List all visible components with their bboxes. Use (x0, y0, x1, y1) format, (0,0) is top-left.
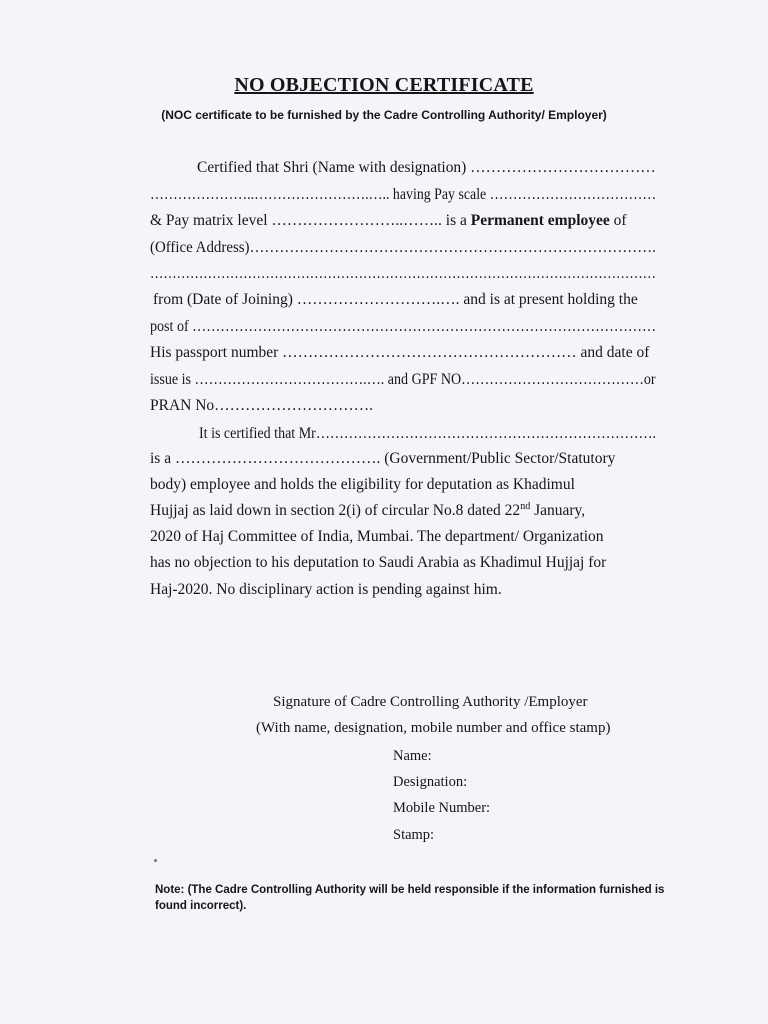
body-line-15: 2020 of Haj Committee of India, Mumbai. The department/ Organization (150, 528, 604, 545)
body-line-8: His passport number ………………………………………………… and date of (150, 344, 650, 361)
body-line-16: has no objection to his deputation to Saudi Arabia as Khadimul Hujjaj for (150, 554, 607, 571)
name-field-label: Name: (393, 748, 432, 764)
body-line-14 (150, 501, 656, 521)
body-line-5: …………………………………………………………………………………………………… (150, 265, 656, 282)
stamp-field-label: Stamp: (393, 827, 435, 843)
of-text: of (613, 212, 627, 229)
signature-line: Signature of Cadre Controlling Authority /Employer (273, 694, 588, 710)
document-subtitle: (NOC certificate to be furnished by the Cadre Controlling Authority/ Employer) (161, 108, 607, 122)
mobile-field-label: Mobile Number: (393, 800, 491, 816)
body-line-7: post of ……………………………………………………………………………………… (150, 318, 656, 335)
body-line-10: PRAN No…………………………. (150, 397, 374, 414)
body-line-12: is a …………………………………. (Government/Public Sector/Statutory (150, 450, 616, 467)
scan-speck (154, 859, 157, 862)
january-text: January, (530, 502, 586, 519)
body-line-6: from (Date of Joining) ……………………….…. and is at present holding the (153, 291, 638, 308)
body-line-11: It is certified that Mr………………………………………………………………. (199, 425, 656, 442)
body-line-13: body) employee and holds the eligibility for deputation as Khadimul (150, 476, 575, 493)
permanent-employee-text: Permanent employee (470, 212, 610, 229)
body-line-1: Certified that Shri (Name with designation) ……………………………… (197, 159, 656, 176)
body-line-2: …………………..…………………….….. having Pay scale ……………………………… (150, 186, 657, 203)
pay-matrix-text: & Pay matrix level ……………………..…….. is a (150, 212, 467, 229)
signature-instructions: (With name, designation, mobile number and office stamp) (256, 720, 611, 736)
document-title: NO OBJECTION CERTIFICATE (234, 74, 534, 96)
body-line-9: issue is ……………………………….…. and GPF NO…………………………………or (150, 371, 656, 388)
circular-text: Hujjaj as laid down in section 2(i) of circular No.8 dated 22 (150, 502, 521, 519)
ordinal-suffix: nd (520, 500, 531, 512)
designation-field-label: Designation: (393, 774, 468, 790)
body-line-17: Haj-2020. No disciplinary action is pending against him. (150, 581, 502, 598)
body-line-4: (Office Address)………………………………………………………………………. (150, 239, 656, 256)
disclaimer-note: Note: (The Cadre Controlling Authority will be held responsible if the information furnished is found incorrect). (155, 884, 665, 912)
body-line-3 (150, 211, 656, 231)
